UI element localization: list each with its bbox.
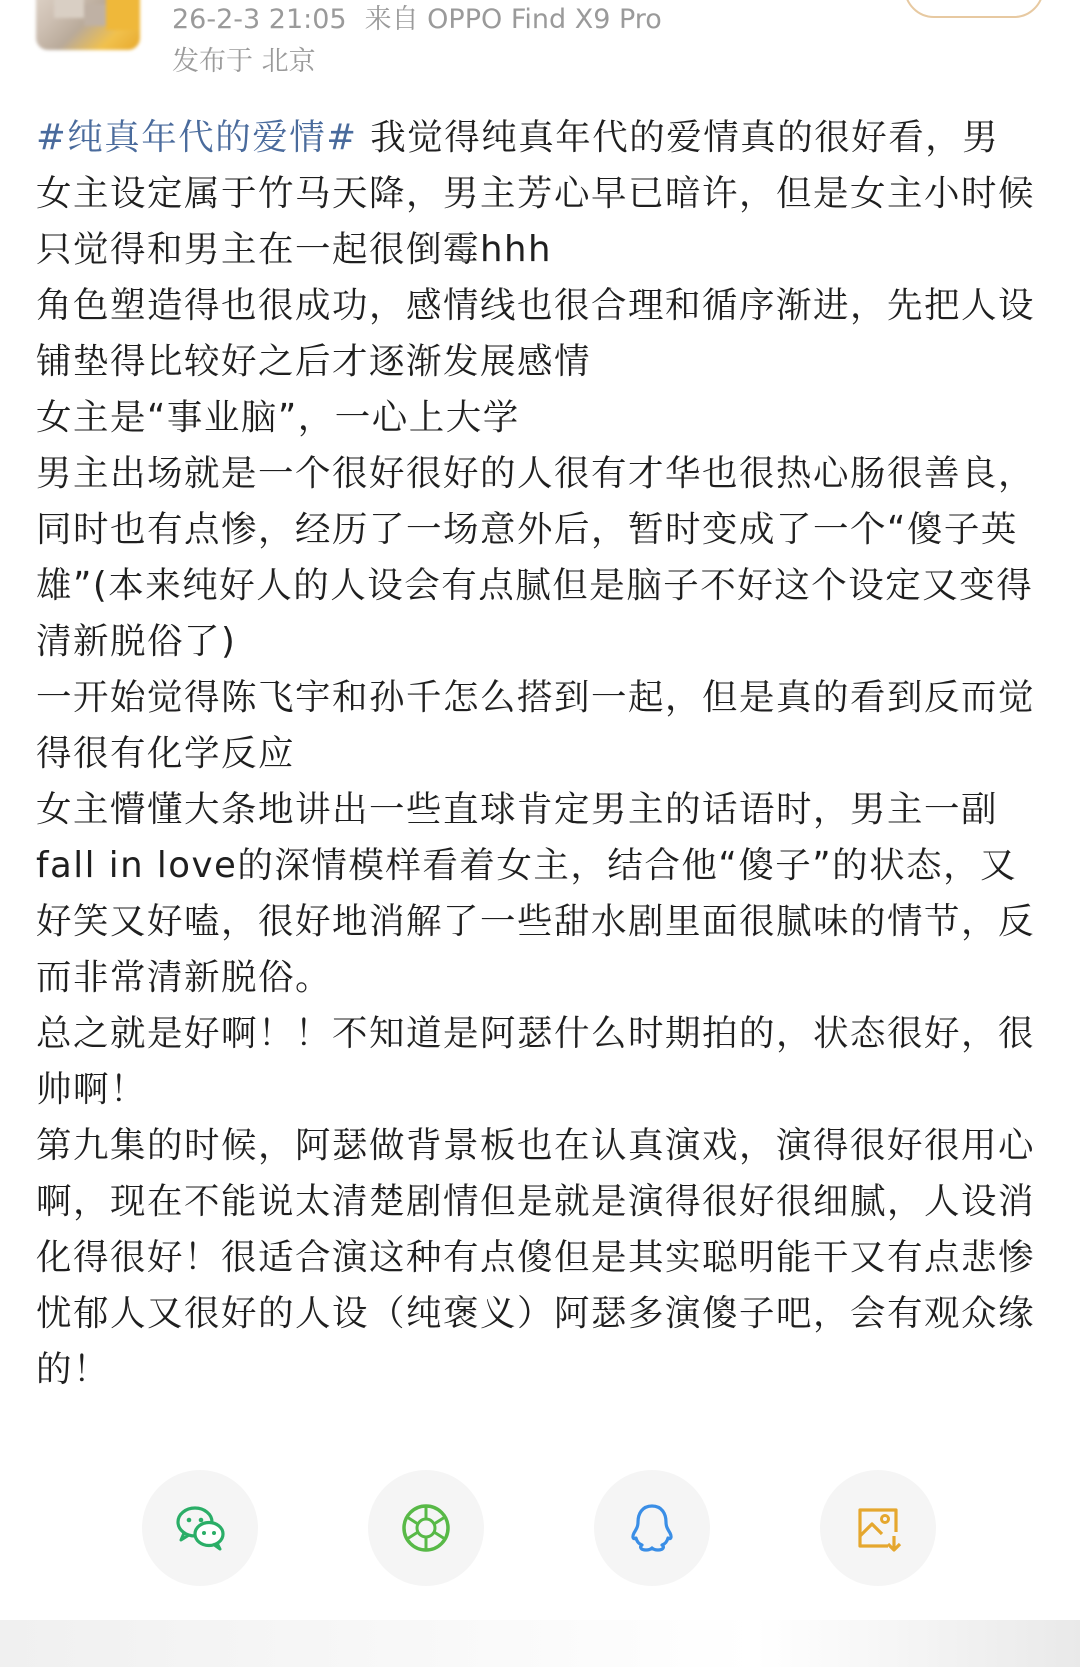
save-image-icon (848, 1498, 908, 1558)
post-paragraph: 女主是“事业脑”，一心上大学 (36, 397, 520, 438)
post-body (36, 110, 1036, 1398)
avatar[interactable] (36, 0, 140, 50)
post-paragraph: 第九集的时候，阿瑟做背景板也在认真演戏，演得很好很用心啊，现在不能说太清楚剧情但是就是演得很好很细腻，人设消化得很好！很适合演这种有点傻但是其实聪明能干又有点悲惨忧郁人又很好的人设（纯褒义）阿瑟多演傻子吧，会有观众缘的！ (36, 1125, 1036, 1390)
post-paragraph-text: 我觉得纯真年代的爱情真的很好看，男女主设定属于竹马天降，男主芳心早已暗许，但是女主小时候只觉得和男主在一起很倒霉hhh (36, 117, 1036, 270)
share-qq-button[interactable] (594, 1470, 710, 1586)
post-paragraph (36, 110, 1036, 278)
post-paragraph: 女主懵懂大条地讲出一些直球肯定男主的话语时，男主一副fall in love的深情模样看着女主，结合他“傻子”的状态，又好笑又好嗑，很好地消解了一些甜水剧里面很腻味的情节，反而非常清新脱俗。 (36, 789, 1036, 998)
hashtag-link[interactable]: #纯真年代的爱情# (36, 117, 358, 158)
bottom-divider (0, 1620, 1080, 1667)
post-header (0, 0, 1080, 85)
share-bar (0, 1470, 1080, 1590)
post-source: 来自 OPPO Find X9 Pro (364, 4, 662, 35)
post-paragraph: 男主出场就是一个很好很好的人很有才华也很热心肠很善良，同时也有点惨，经历了一场意外后，暂时变成了一个“傻子英雄”(本来纯好人的人设会有点腻但是脑子不好这个设定又变得清新脱俗了) (36, 453, 1036, 662)
follow-button[interactable] (904, 0, 1044, 18)
share-moments-button[interactable] (368, 1470, 484, 1586)
save-image-button[interactable] (820, 1470, 936, 1586)
post-paragraph: 角色塑造得也很成功，感情线也很合理和循序渐进，先把人设铺垫得比较好之后才逐渐发展感情 (36, 285, 1036, 382)
qq-icon (622, 1498, 682, 1558)
post-meta (172, 2, 680, 38)
post-datetime: 26-2-3 21:05 (172, 4, 347, 35)
share-wechat-button[interactable] (142, 1470, 258, 1586)
wechat-icon (170, 1498, 230, 1558)
post-location: 发布于 北京 (172, 46, 316, 77)
post-paragraph: 总之就是好啊！！不知道是阿瑟什么时期拍的，状态很好，很帅啊！ (36, 1013, 1036, 1110)
post-paragraph: 一开始觉得陈飞宇和孙千怎么搭到一起，但是真的看到反而觉得很有化学反应 (36, 677, 1036, 774)
moments-icon (396, 1498, 456, 1558)
